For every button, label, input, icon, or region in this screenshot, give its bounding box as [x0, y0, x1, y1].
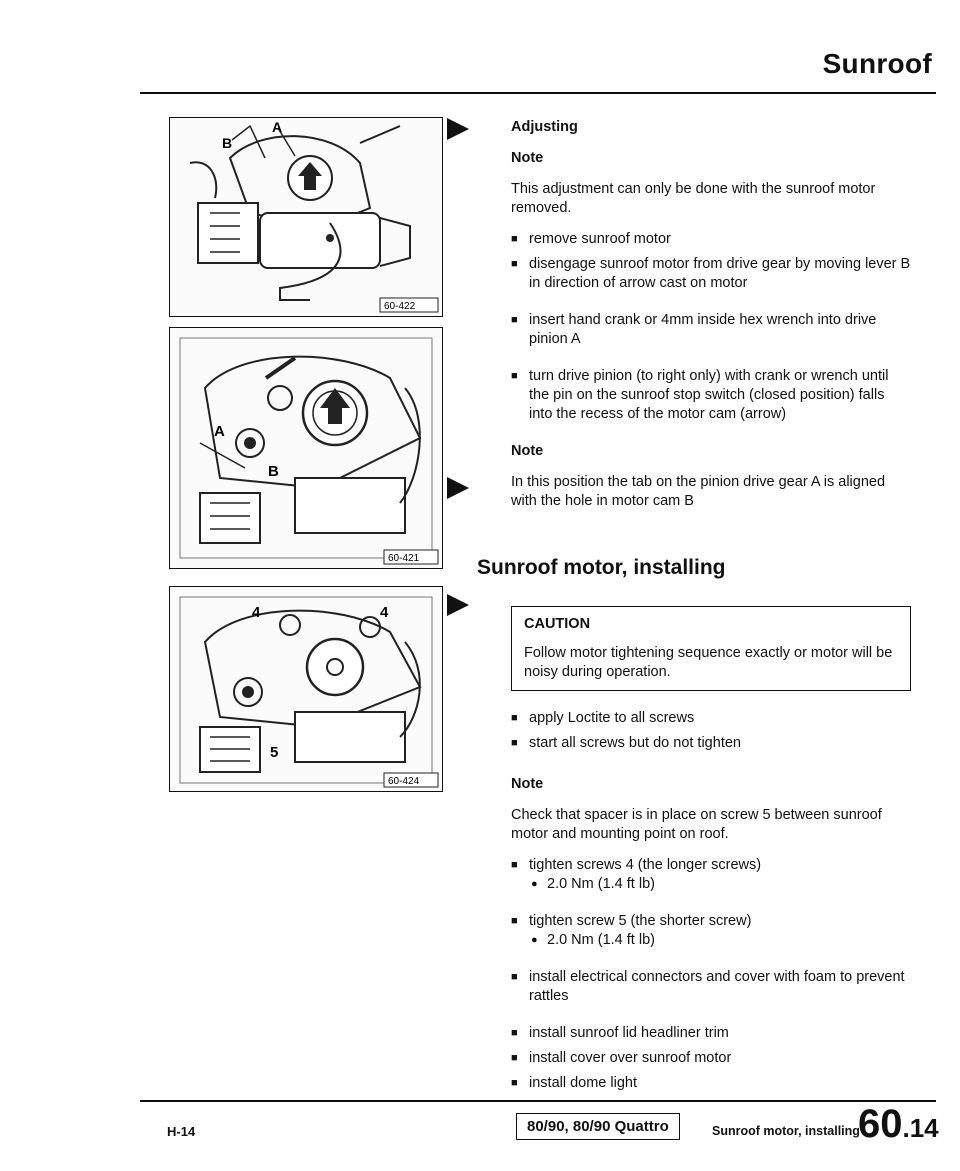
page-number	[858, 1102, 939, 1147]
model-badge: 80/90, 80/90 Quattro	[516, 1113, 680, 1140]
figure-label-a: A	[214, 423, 225, 440]
installing-section	[511, 606, 911, 1099]
pointer-arrow-icon	[447, 118, 469, 140]
step-item: ■ insert hand crank or 4mm inside hex wrench into drive pinion A	[511, 311, 911, 349]
note-label: Note	[511, 776, 544, 792]
page-reference: H-14	[167, 1124, 196, 1139]
adjusting-steps-2	[511, 311, 911, 349]
page-title: Sunroof	[822, 48, 932, 79]
figure-label-b: B	[268, 463, 279, 480]
caution-label: CAUTION	[524, 616, 591, 632]
note-label: Note	[511, 443, 544, 459]
figure-screw-sequence	[169, 586, 443, 792]
tighten-steps-4	[511, 856, 911, 894]
pointer-arrow-icon	[447, 594, 469, 616]
footer-rule	[140, 1100, 936, 1102]
figure-label-screw-5: 5	[270, 744, 279, 761]
step-item: ■ install electrical connectors and cover with foam to prevent rattles	[511, 968, 911, 1006]
screw-sequence-illustration	[170, 587, 442, 791]
page-number-sub: .14	[902, 1113, 939, 1143]
adjusting-steps-3	[511, 367, 911, 424]
caution-text: Follow motor tightening sequence exactly or motor will be noisy during operation.	[524, 645, 893, 680]
figure-label-screw-4-right: 4	[380, 604, 389, 621]
drive-pinion-illustration	[170, 328, 442, 568]
step-item: ■ install sunroof lid headliner trim	[511, 1024, 911, 1043]
note-text: Check that spacer is in place on screw 5 between sunroof motor and mounting point on roof.	[511, 807, 882, 842]
adjusting-section	[511, 118, 911, 511]
figure-code: 60-421	[388, 553, 420, 564]
figure-code: 60-424	[388, 776, 420, 787]
figure-drive-pinion	[169, 327, 443, 569]
figure-label-screw-4-left: 4	[252, 604, 261, 621]
step-item	[511, 912, 911, 950]
pointer-arrow-icon	[447, 477, 469, 499]
footer-section-name: Sunroof motor, installing	[712, 1124, 860, 1138]
step-item	[511, 856, 911, 894]
header-rule	[140, 92, 936, 94]
step-item: ■ install cover over sunroof motor	[511, 1049, 911, 1068]
figure-label-b: B	[222, 135, 233, 151]
step-item: ■ turn drive pinion (to right only) with crank or wrench until the pin on the sunroof stop switch (closed position) falls into the recess of the motor cam (arrow)	[511, 367, 911, 424]
step-item: ■ apply Loctite to all screws	[511, 709, 911, 728]
figure-motor-lever	[169, 117, 443, 317]
section-title: Sunroof motor, installing	[477, 556, 726, 579]
tighten-steps-5	[511, 912, 911, 950]
step-item: ■ disengage sunroof motor from drive gear by moving lever B in direction of arrow cast on motor	[511, 255, 911, 293]
figure-code: 60-422	[384, 301, 416, 312]
step-item: ■ install dome light	[511, 1074, 911, 1093]
caution-box	[511, 606, 911, 691]
step-item: ■ start all screws but do not tighten	[511, 734, 911, 753]
torque-spec: ● 2.0 Nm (1.4 ft lb)	[529, 875, 911, 894]
adjusting-steps	[511, 230, 911, 293]
final-steps	[511, 1024, 911, 1093]
installing-steps	[511, 709, 911, 753]
note-text: In this position the tab on the pinion drive gear A is aligned with the hole in motor cam B	[511, 474, 886, 509]
step-item: ■ remove sunroof motor	[511, 230, 911, 249]
step-text: tighten screw 5 (the shorter screw)	[529, 913, 752, 929]
step-text: tighten screws 4 (the longer screws)	[529, 857, 762, 873]
note-text: This adjustment can only be done with the sunroof motor removed.	[511, 181, 876, 216]
adjusting-heading: Adjusting	[511, 119, 578, 135]
motor-lever-illustration	[170, 118, 442, 316]
torque-spec: ● 2.0 Nm (1.4 ft lb)	[529, 931, 911, 950]
figure-label-a: A	[272, 119, 283, 135]
connector-steps	[511, 968, 911, 1006]
note-label: Note	[511, 150, 544, 166]
page-number-main: 60	[858, 1102, 903, 1146]
